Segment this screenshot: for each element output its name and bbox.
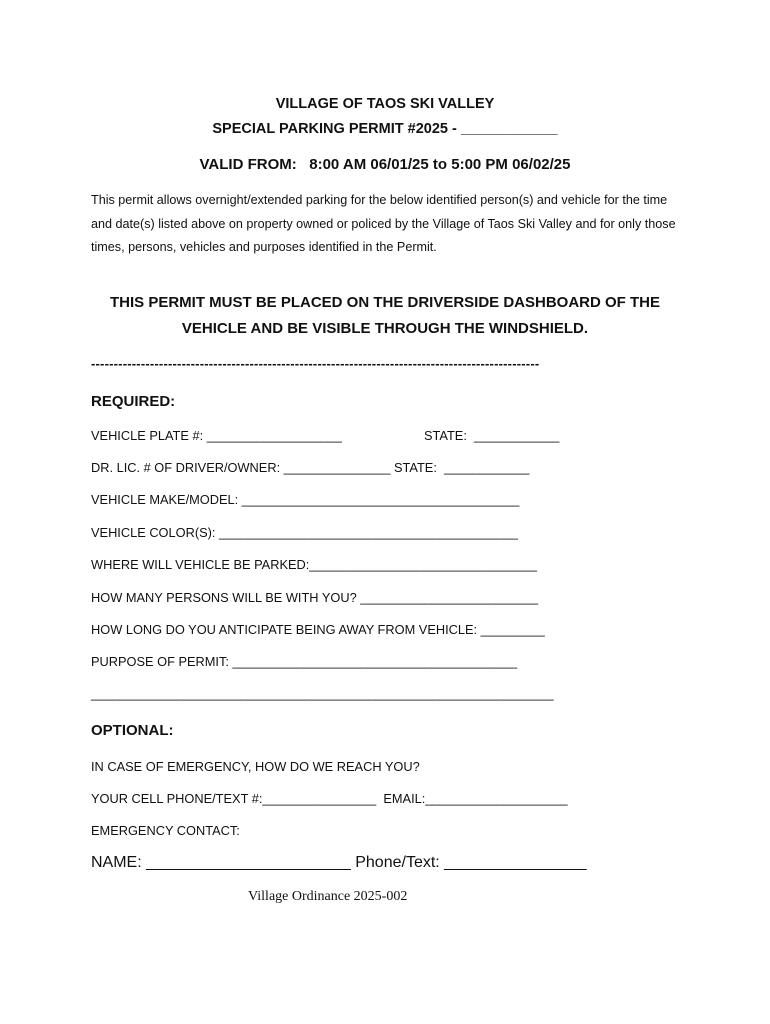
permit-purpose-field[interactable]: PURPOSE OF PERMIT: ________________________________________ [91, 654, 518, 669]
village-title: VILLAGE OF TAOS SKI VALLEY [275, 96, 495, 112]
dashed-separator: --------------------------------------------------------------------------------------------------- [91, 356, 540, 371]
emergency-question: IN CASE OF EMERGENCY, HOW DO WE REACH YOU? [91, 759, 420, 774]
placement-notice: THIS PERMIT MUST BE PLACED ON THE DRIVERSIDE DASHBOARD OF THE VEHICLE AND BE VISIBLE THROUGH THE WINDSHIELD. [109, 294, 661, 337]
required-heading: REQUIRED: [91, 393, 176, 410]
duration-away-field[interactable]: HOW LONG DO YOU ANTICIPATE BEING AWAY FROM VEHICLE: _________ [91, 622, 545, 637]
name-phone-field[interactable]: NAME: _______________________ Phone/Text: ________________ [91, 854, 587, 871]
underline-separator: _________________________________________________________________ [91, 686, 554, 701]
optional-heading: OPTIONAL: [91, 722, 174, 739]
parking-location-field[interactable]: WHERE WILL VEHICLE BE PARKED:________________________________ [91, 557, 538, 572]
driver-license-field[interactable]: DR. LIC. # OF DRIVER/OWNER: _______________ STATE: ____________ [91, 460, 530, 475]
cell-email-field[interactable]: YOUR CELL PHONE/TEXT #:________________ EMAIL:____________________ [91, 791, 568, 806]
valid-dates: VALID FROM: 8:00 AM 06/01/25 to 5:00 PM 06/02/25 [199, 156, 571, 173]
plate-state-field[interactable]: STATE: ____________ [424, 428, 560, 443]
permit-title: SPECIAL PARKING PERMIT #2025 - ____________ [212, 121, 558, 137]
emergency-contact-label: EMERGENCY CONTACT: [91, 823, 240, 838]
vehicle-make-model-field[interactable]: VEHICLE MAKE/MODEL: _______________________________________ [91, 492, 520, 507]
vehicle-plate-field[interactable]: VEHICLE PLATE #: ___________________ [91, 428, 342, 443]
persons-count-field[interactable]: HOW MANY PERSONS WILL BE WITH YOU? _________________________ [91, 590, 539, 605]
vehicle-colors-field[interactable]: VEHICLE COLOR(S): __________________________________________ [91, 525, 518, 540]
ordinance-footer: Village Ordinance 2025-002 [248, 889, 408, 904]
intro-paragraph: This permit allows overnight/extended parking for the below identified person(s) and vehicle for the time and date(s) listed above on property owned or policed by the Village of Taos Ski Valley and for only those times, persons, vehicles and purposes identified in the Permit. [91, 193, 676, 254]
